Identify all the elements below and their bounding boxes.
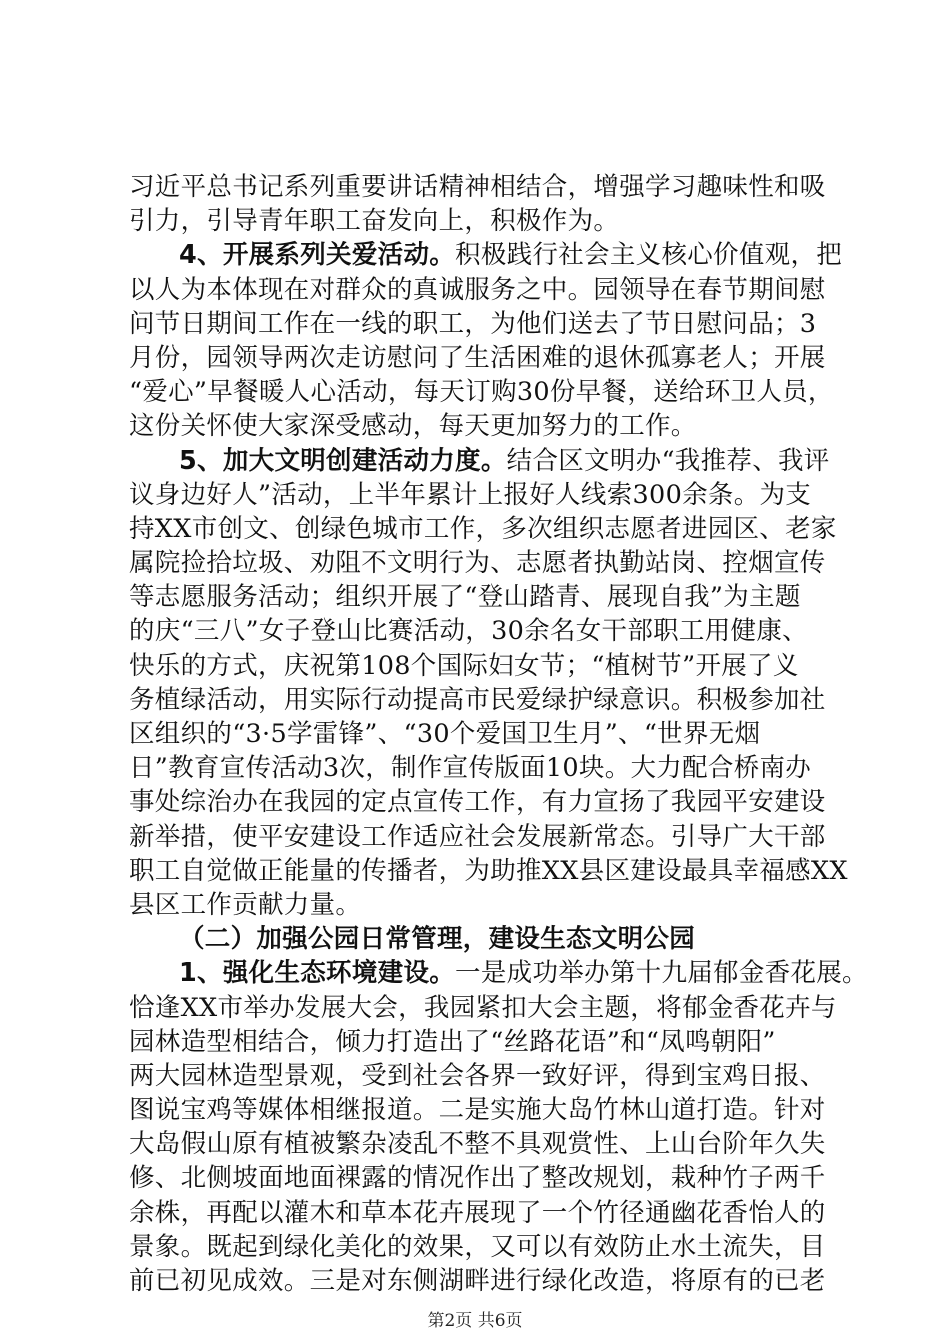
text-line (129, 1025, 831, 1059)
line-text: 属院捡拾垃圾、劝阻不文明行为、志愿者执勤站岗、控烟宣传 (129, 548, 826, 579)
text-line (129, 1059, 831, 1093)
text-line (129, 991, 837, 1025)
line-text: 持XX市创文、创绿色城市工作，多次组织志愿者进园区、老家 (129, 513, 837, 544)
line-text: 区组织的“3·5学雷锋”、“30个爱国卫生月”、“世界无烟 (129, 719, 761, 749)
section-heading: （二）加强公园日常管理，建设生态文明公园 (179, 924, 696, 955)
line-text: 务植绿活动，用实际行动提高市民爱绿护绿意识。积极参加社 (129, 684, 826, 715)
line-text: 图说宝鸡等媒体相继报道。二是实施大岛竹林山道打造。针对 (129, 1095, 826, 1126)
text-line (129, 820, 831, 854)
line-text: 等志愿服务活动；组织开展了“登山踏青、展现自我”为主题 (129, 582, 801, 613)
text-line (129, 375, 834, 409)
text-line (129, 1230, 831, 1264)
item-heading: 4、开展系列关爱活动。 (179, 240, 456, 271)
line-text: 日”教育宣传活动3次，制作宣传版面10块。大力配合桥南办 (129, 753, 812, 784)
line-text: 月份，园领导两次走访慰问了生活困难的退休孤寡老人；开展 (129, 342, 826, 373)
line-text: 大岛假山原有植被繁杂凌乱不整不具观赏性、上山台阶年久失 (129, 1129, 826, 1160)
text-line (129, 649, 831, 683)
line-text: 以人为本体现在对群众的真诚服务之中。园领导在春节期间慰 (129, 274, 826, 305)
line-text: 结合区文明办“我推荐、我评 (506, 445, 830, 476)
text-line (129, 614, 831, 648)
line-text: 这份关怀使大家深受感动，每天更加努力的工作。 (129, 411, 697, 442)
body-text (129, 170, 868, 1298)
line-text: 议身边好人”活动，上半年累计上报好人线索300余条。为支 (129, 479, 812, 510)
text-line (129, 512, 837, 546)
line-text: 习近平总书记系列重要讲话精神相结合，增强学习趣味性和吸 (129, 172, 826, 202)
line-text: 的庆“三八”女子登山比赛活动，30余名女干部职工用健康、 (129, 616, 808, 647)
line-text: 修、北侧坡面地面裸露的情况作出了整改规划，栽种竹子两千 (129, 1163, 826, 1194)
line-text: 积极践行社会主义核心价值观，把 (455, 240, 843, 271)
text-line (129, 546, 831, 580)
line-text: 事处综治办在我园的定点宣传工作，有力宣扬了我园平安建设 (129, 787, 826, 818)
line-text: 园林造型相结合，倾力打造出了“丝路花语”和“凤鸣朝阳” (129, 1026, 776, 1057)
line-text: 快乐的方式，庆祝第108个国际妇女节；“植树节”开展了义 (129, 650, 799, 681)
text-line (129, 238, 843, 272)
text-line (129, 170, 831, 204)
line-text: “爱心”早餐暖人心活动，每天订购30份早餐，送给环卫人员， (129, 377, 834, 408)
line-text: 职工自觉做正能量的传播者，为助推XX县区建设最具幸福感XX (129, 855, 848, 886)
line-text: 一是成功举办第十九届郁金香花展。 (455, 958, 868, 989)
line-text: 新举措，使平安建设工作适应社会发展新常态。引导广大干部 (129, 821, 826, 852)
text-line (129, 1161, 831, 1195)
page-footer: 第2页 共6页 (427, 1311, 523, 1331)
text-line (129, 717, 831, 751)
text-line (129, 888, 831, 922)
text-line (129, 1264, 831, 1298)
text-line (129, 683, 831, 717)
text-line (129, 444, 831, 478)
line-text: 县区工作贡献力量。 (129, 889, 362, 920)
text-line (129, 580, 831, 614)
line-text: 引力，引导青年职工奋发向上，积极作为。 (129, 206, 620, 237)
text-line (129, 785, 831, 819)
text-line (129, 1093, 831, 1127)
item-heading: 1、强化生态环境建设。 (179, 958, 456, 989)
text-line (129, 751, 831, 785)
text-line (129, 854, 848, 888)
line-text: 问节日期间工作在一线的职工，为他们送去了节日慰问品；3 (129, 308, 817, 339)
line-text: 两大园林造型景观，受到社会各界一致好评，得到宝鸡日报、 (129, 1060, 826, 1091)
line-text: 恰逢XX市举办发展大会，我园紧扣大会主题，将郁金香花卉与 (129, 992, 837, 1023)
line-text: 景象。既起到绿化美化的效果，又可以有效防止水土流失，目 (129, 1231, 826, 1262)
text-line (129, 341, 831, 375)
text-line (129, 307, 831, 341)
text-line (129, 922, 831, 956)
text-line (129, 956, 868, 990)
text-line (129, 273, 831, 307)
text-line (129, 478, 831, 512)
text-line (129, 409, 831, 443)
line-text: 余株，再配以灌木和草本花卉展现了一个竹径通幽花香怡人的 (129, 1197, 826, 1228)
line-text: 前已初见成效。三是对东侧湖畔进行绿化改造，将原有的已老 (129, 1266, 826, 1296)
text-line (129, 1127, 831, 1161)
item-heading: 5、加大文明创建活动力度。 (179, 445, 507, 476)
text-line (129, 204, 831, 238)
text-line (129, 1196, 831, 1230)
